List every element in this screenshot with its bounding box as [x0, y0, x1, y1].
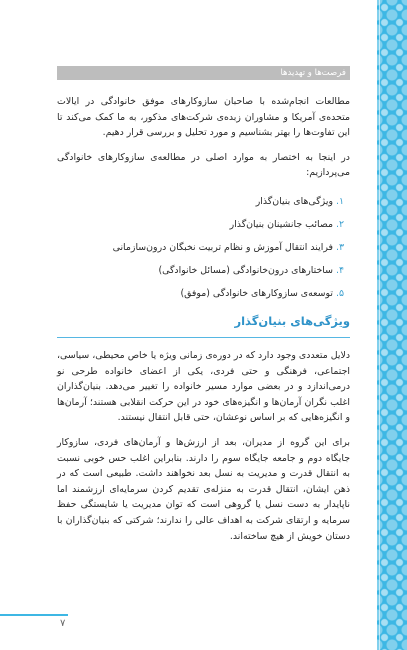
list-item-text: فرایند انتقال آموزش و نظام تربیت نخبگان درون‌سازمانی — [112, 241, 333, 253]
chapter-header-label: فرصت‌ها و تهدیدها — [280, 68, 346, 78]
list-item-number: ۱. — [335, 195, 344, 207]
page-number: ۷ — [60, 618, 66, 629]
chapter-header-bar — [57, 66, 350, 80]
footer-accent-line — [0, 614, 68, 616]
section-paragraph: برای این گروه از مدیران، بعد از ارزش‌ها و آرمان‌های فردی، سازوکار جایگاه دوم و جامعه جایگاه سوم را دارند. بنابراین اغلب حس خوبی نسبت به انتقال قدرت و مدیریت به نسل بعد نخواهند داشت. طبیعی است که در ذهن ایشان، انتقال قدرت به منزله‌ی تقدیم کردن سرمایه‌ای ارزشمند اما ناپایدار به دست نسل یا گروهی است که توان مدیریت یا شایستگی حفظ سرمایه و ارتقای شرکت به اهداف عالی را ندارند؛ شرکتی که بنیان‌گذاران با دستان خویش از هیچ ساخته‌اند. — [57, 436, 350, 542]
list-item — [57, 236, 344, 259]
list-item-text: ساختارهای درون‌خانوادگی (مسائل خانوادگی) — [158, 264, 333, 276]
page-content — [57, 94, 350, 553]
list-item — [57, 213, 344, 236]
list-item — [57, 282, 344, 305]
list-item-number: ۳. — [335, 241, 344, 253]
section-title: ویژگی‌های بنیان‌گذار — [234, 313, 350, 328]
list-item — [57, 259, 344, 282]
list-item-number: ۵. — [335, 287, 344, 299]
decorative-side-strip — [377, 0, 407, 650]
list-intro-paragraph: در اینجا به اختصار به موارد اصلی در مطالعه‌ی سازوکارهای خانوادگی می‌پردازیم: — [57, 151, 350, 179]
section-paragraph: دلایل متعددی وجود دارد که در دوره‌ی زمانی ویژه یا خاص محیطی، سیاسی، اجتماعی، فرهنگی و حتی فردی، یکی از اعضای خانواده طرحی نو درمی‌اندازد و در بعضی موارد مسیر خانواده را تغییر می‌دهد. بنیان‌گذاران اغلب نگران آرمان‌ها و انگیزه‌های خود در این حرکت انقلابی هستند؛ آرمان‌ها و انگیزه‌هایی که بر اساس نوعشان، حتی قابل انتقال نیستند. — [57, 349, 350, 424]
section-divider — [57, 337, 350, 338]
list-item-number: ۲. — [335, 218, 344, 230]
list-item-text: توسعه‌ی سازوکارهای خانوادگی (موفق) — [180, 287, 333, 299]
topics-list — [57, 190, 350, 305]
intro-paragraph: مطالعات انجام‌شده با صاحبان سازوکارهای موفق خانوادگی در ایالات متحده‌ی آمریکا و مشاوران زبده‌ی شرکت‌های مذکور، به ما کمک می‌کند تا این تفاوت‌ها را بهتر بشناسیم و مورد تحلیل و بررسی قرار دهیم. — [57, 96, 350, 139]
list-item-number: ۴. — [335, 264, 344, 276]
list-item-text: ویژگی‌های بنیان‌گذار — [255, 195, 333, 207]
list-item-text: مصائب جانشینان بنیان‌گذار — [229, 218, 333, 230]
list-item — [57, 190, 344, 213]
